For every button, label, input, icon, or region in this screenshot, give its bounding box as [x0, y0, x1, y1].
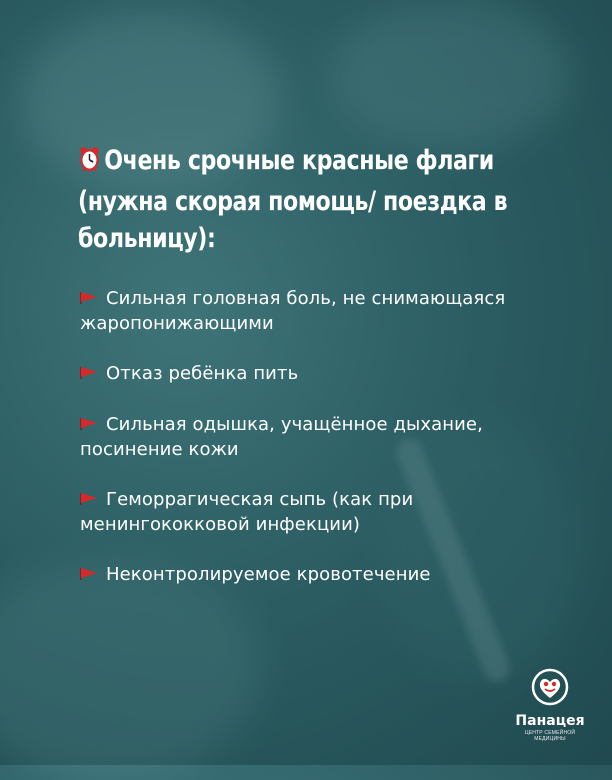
alarm-clock-icon [78, 145, 101, 183]
logo-heart-icon [510, 668, 590, 711]
list-item [80, 413, 550, 462]
list-item-text: Неконтролируемое кровотечение [106, 564, 431, 585]
red-flag-icon [80, 288, 98, 312]
red-flags-list [80, 287, 550, 614]
list-item [80, 287, 550, 336]
list-item [80, 362, 550, 387]
red-flag-icon [80, 363, 98, 387]
logo-name: Панацея [515, 713, 585, 729]
list-item [80, 488, 550, 537]
page-title [78, 142, 537, 257]
list-item-text: Сильная одышка, учащённое дыхание, посинение кожи [80, 414, 483, 460]
heading-block [78, 142, 538, 257]
list-item-text: Отказ ребёнка пить [106, 363, 299, 384]
page-title-text: Очень срочные красные флаги (нужна скорая помощь/ поездка в больницу): [78, 145, 508, 254]
logo-subtitle: ЦЕНТР СЕМЕЙНОЙ МЕДИЦИНЫ [524, 730, 576, 742]
red-flag-icon [80, 564, 98, 588]
brand-logo [510, 668, 590, 742]
list-item-text: Сильная головная боль, не снимающаяся жаропонижающими [80, 288, 506, 334]
red-flag-icon [80, 489, 98, 513]
list-item-text: Геморрагическая сыпь (как при менингококковой инфекции) [80, 489, 414, 535]
red-flag-icon [80, 414, 98, 438]
list-item [80, 563, 550, 588]
